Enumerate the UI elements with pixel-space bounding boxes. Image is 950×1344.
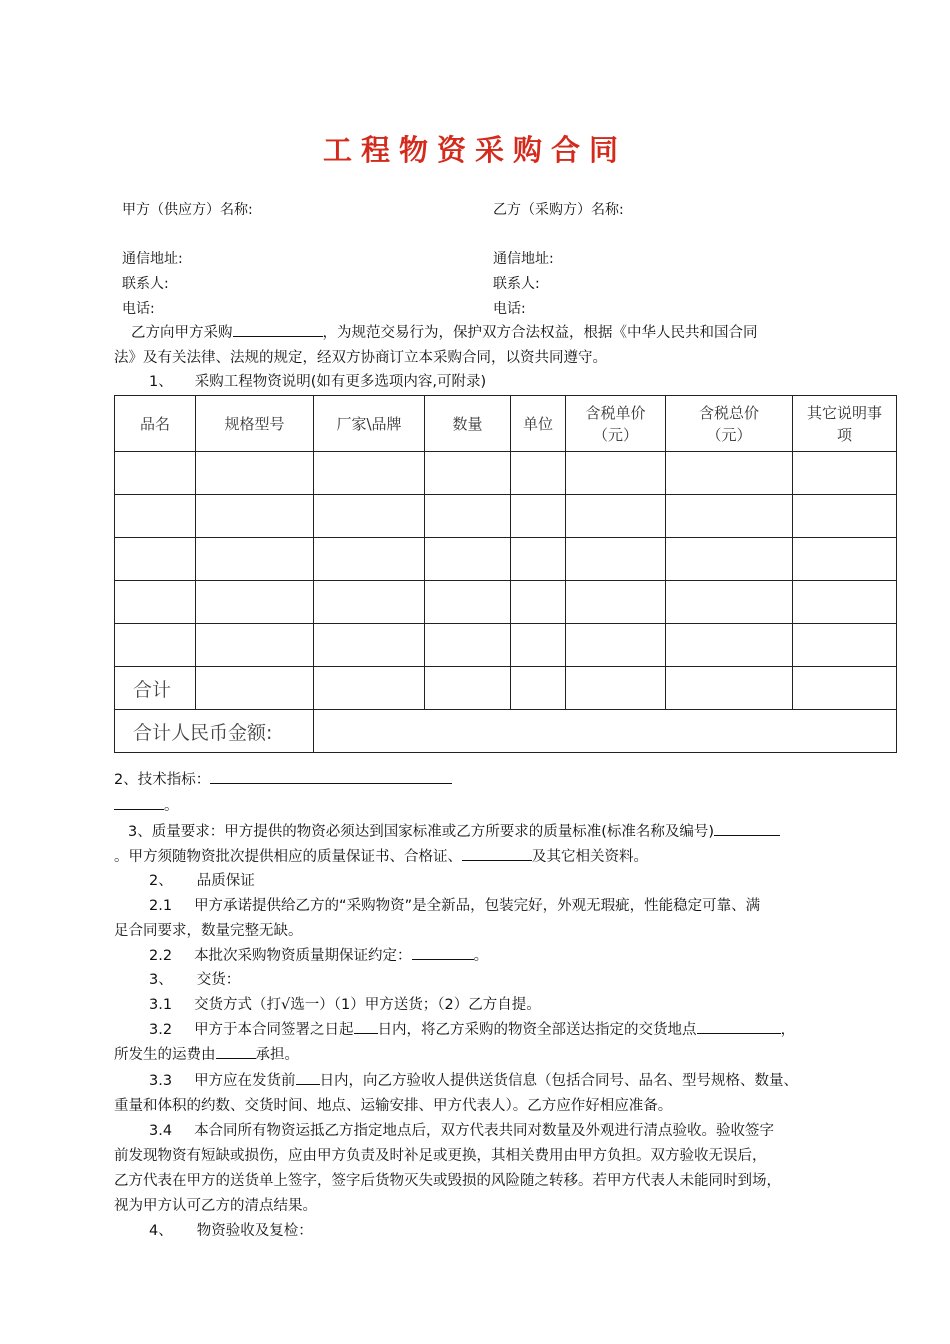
table-cell[interactable]: [115, 581, 196, 624]
table-cell[interactable]: [425, 667, 511, 710]
party-b-contact-label: 联系人:: [493, 276, 540, 292]
notice-days-blank: [296, 1070, 320, 1085]
table-cell[interactable]: [425, 452, 511, 495]
warranty-number: 2、: [149, 873, 173, 889]
subtotal-row: [115, 667, 897, 710]
delivery-3-3-line-2: 重量和体积的约数、交货时间、地点、运输安排、甲方代表人）。乙方应作好相应准备。: [114, 1098, 673, 1114]
warranty-2-1-line-2: 足合同要求，数量完整无缺。: [114, 923, 303, 939]
delivery-3-4-line-4: 视为甲方认可乙方的清点结果。: [114, 1198, 317, 1214]
party-b-address-label: 通信地址:: [493, 251, 554, 267]
header-cell-total-price: [666, 396, 793, 452]
rmb-total-value-cell[interactable]: [314, 710, 897, 753]
table-cell[interactable]: [511, 495, 566, 538]
quality-text-2b: 及其它相关资料。: [532, 849, 648, 865]
tech-spec-line-2: [114, 794, 179, 819]
table-cell[interactable]: [314, 452, 425, 495]
table-row: [115, 624, 897, 667]
table-row: [115, 581, 897, 624]
tech-spec-blank: [210, 769, 452, 784]
table-cell[interactable]: [196, 452, 314, 495]
delivery-3-3-line-1: [149, 1069, 798, 1094]
table-cell[interactable]: [566, 538, 666, 581]
notes-line-2: 项: [836, 425, 852, 444]
table-row: [115, 538, 897, 581]
quality-line-2: [114, 845, 648, 870]
header-cell-unit-price: [566, 396, 666, 452]
delivery-heading: [149, 968, 240, 993]
purchase-item-blank: [233, 322, 323, 337]
table-cell[interactable]: [511, 624, 566, 667]
table-cell[interactable]: [425, 624, 511, 667]
delivery-3-2-text-b: 日内，将乙方采购的物资全部送达指定的交货地点: [377, 1022, 697, 1038]
table-cell[interactable]: [666, 495, 793, 538]
table-cell[interactable]: [115, 495, 196, 538]
party-a-name-label: 甲方（供应方）名称:: [122, 202, 253, 218]
standard-blank: [714, 821, 780, 836]
table-cell[interactable]: [666, 538, 793, 581]
header-cell-spec: 规格型号: [196, 396, 314, 452]
header-cell-quantity: 数量: [425, 396, 511, 452]
party-b-name-label: 乙方（采购方）名称:: [493, 202, 624, 218]
table-cell[interactable]: [566, 581, 666, 624]
delivery-3-1-text: 交货方式（打√选一）（1）甲方送货；（2）乙方自提。: [194, 997, 541, 1013]
quality-text-1: 3、质量要求：甲方提供的物资必须达到国家标准或乙方所要求的质量标准(标准名称及编号): [128, 824, 715, 840]
table-cell[interactable]: [511, 452, 566, 495]
table-cell[interactable]: [666, 667, 793, 710]
table-cell[interactable]: [425, 495, 511, 538]
unit-price-line-2: （元）: [592, 425, 638, 444]
table-cell[interactable]: [425, 581, 511, 624]
certificate-blank: [462, 846, 532, 861]
party-a-contact-label: 联系人:: [122, 276, 169, 292]
table-cell[interactable]: [314, 495, 425, 538]
table-cell[interactable]: [196, 581, 314, 624]
table-cell[interactable]: [511, 667, 566, 710]
table-cell[interactable]: [115, 538, 196, 581]
subtotal-label: 合计: [115, 667, 196, 710]
total-price-line-2: （元）: [706, 425, 752, 444]
warranty-2-1-text: 甲方承诺提供给乙方的“采购物资”是全新品，包装完好，外观无瑕疵，性能稳定可靠、满: [194, 898, 761, 914]
rmb-total-row: [115, 710, 897, 753]
section-1-number: 1、: [149, 374, 173, 390]
total-price-line-1: 含税总价: [698, 403, 759, 422]
delivery-3-2-line2-a: 所发生的运费由: [114, 1047, 216, 1063]
section-1-heading: [149, 370, 486, 395]
table-cell[interactable]: [566, 495, 666, 538]
table-cell[interactable]: [666, 624, 793, 667]
warranty-2-1-line-1: [149, 894, 760, 919]
table-cell[interactable]: [793, 667, 897, 710]
warranty-2-2-number: 2.2: [149, 948, 173, 964]
delivery-3-2-number: 3.2: [149, 1022, 173, 1038]
table-cell[interactable]: [566, 667, 666, 710]
table-cell[interactable]: [314, 581, 425, 624]
table-cell[interactable]: [314, 667, 425, 710]
delivery-3-3-text-a: 甲方应在发货前: [194, 1073, 296, 1089]
table-cell[interactable]: [666, 452, 793, 495]
goods-table: [114, 395, 897, 753]
delivery-3-3-text-b: 日内，向乙方验收人提供送货信息（包括合同号、品名、型号规格、数量、: [319, 1073, 799, 1089]
tech-spec-end: 。: [164, 798, 179, 814]
delivery-3-4-line-2: 前发现物资有短缺或损伤，应由甲方负责及时补足或更换，其相关费用由甲方负担。双方验收无误后，: [114, 1148, 767, 1164]
warranty-2-2-end: 。: [473, 948, 489, 964]
table-cell[interactable]: [793, 538, 897, 581]
table-cell[interactable]: [196, 538, 314, 581]
delivery-3-1-line: [149, 993, 541, 1018]
table-cell[interactable]: [511, 538, 566, 581]
table-cell[interactable]: [511, 581, 566, 624]
delivery-3-2-line2-b: 承担。: [255, 1047, 299, 1063]
table-cell[interactable]: [666, 581, 793, 624]
delivery-3-2-line-2: [114, 1043, 299, 1068]
delivery-location-blank: [697, 1019, 781, 1034]
delivery-3-2-text-c: ，: [780, 1022, 796, 1038]
delivery-days-blank: [354, 1019, 378, 1034]
quality-text-2a: 。甲方须随物资批次提供相应的质量保证书、合格证、: [114, 849, 462, 865]
delivery-3-1-number: 3.1: [149, 997, 173, 1013]
table-header-row: [115, 396, 897, 452]
warranty-2-1-number: 2.1: [149, 898, 173, 914]
table-cell[interactable]: [793, 452, 897, 495]
notes-line-1: 其它说明事: [806, 403, 882, 422]
delivery-3-2-text-a: 甲方于本合同签署之日起: [194, 1022, 354, 1038]
header-cell-notes: [793, 396, 897, 452]
warranty-title: 品质保证: [196, 873, 255, 889]
table-row: [115, 495, 897, 538]
table-cell[interactable]: [793, 624, 897, 667]
header-cell-brand: 厂家\品牌: [314, 396, 425, 452]
intro-text-b: ，为规范交易行为，保护双方合法权益，根据《中华人民共和国合同: [322, 325, 758, 341]
inspection-heading: [149, 1219, 313, 1244]
warranty-period-blank: [412, 945, 474, 960]
tech-spec-label: 2、技术指标：: [114, 772, 211, 788]
warranty-heading: [149, 869, 255, 894]
party-b-phone-label: 电话:: [493, 301, 526, 317]
party-a-phone-label: 电话:: [122, 301, 155, 317]
table-cell[interactable]: [115, 624, 196, 667]
unit-price-line-1: 含税单价: [585, 403, 646, 422]
intro-text-a: 乙方向甲方采购: [131, 325, 233, 341]
warranty-2-2-line: [149, 944, 488, 969]
warranty-2-2-text: 本批次采购物资质量期保证约定：: [194, 948, 412, 964]
table-cell[interactable]: [425, 538, 511, 581]
intro-line-2: 法》及有关法律、法规的规定，经双方协商订立本采购合同，以资共同遵守。: [114, 350, 607, 366]
rmb-total-label: 合计人民币金额:: [115, 710, 314, 753]
delivery-3-4-line-3: 乙方代表在甲方的送货单上签字，签字后货物灭失或毁损的风险随之转移。若甲方代表人未能同时到场，: [114, 1173, 781, 1189]
contract-title: 工程物资采购合同: [322, 133, 627, 167]
tech-spec-blank-2: [114, 795, 164, 810]
table-cell[interactable]: [314, 624, 425, 667]
delivery-3-4-text-1: 本合同所有物资运抵乙方指定地点后，双方代表共同对数量及外观进行清点验收。验收签字: [194, 1123, 775, 1139]
table-cell[interactable]: [196, 624, 314, 667]
table-cell[interactable]: [314, 538, 425, 581]
freight-payer-blank: [216, 1044, 256, 1059]
delivery-3-2-line-1: [149, 1018, 795, 1043]
delivery-number: 3、: [149, 972, 173, 988]
table-cell[interactable]: [566, 452, 666, 495]
table-cell[interactable]: [196, 667, 314, 710]
table-cell[interactable]: [566, 624, 666, 667]
table-cell[interactable]: [793, 581, 897, 624]
table-cell[interactable]: [793, 495, 897, 538]
header-cell-name: 品名: [115, 396, 196, 452]
table-row: [115, 452, 897, 495]
quality-line-1: [128, 820, 780, 845]
inspection-number: 4、: [149, 1223, 173, 1239]
section-1-text: 采购工程物资说明(如有更多选项内容,可附录): [194, 374, 487, 390]
delivery-3-4-number: 3.4: [149, 1123, 173, 1139]
intro-line-1: [131, 321, 758, 346]
table-cell[interactable]: [115, 452, 196, 495]
delivery-3-3-number: 3.3: [149, 1073, 173, 1089]
tech-spec-line: [114, 768, 452, 793]
delivery-3-4-line-1: [149, 1119, 774, 1144]
header-cell-unit: 单位: [511, 396, 566, 452]
inspection-title: 物资验收及复检：: [196, 1223, 313, 1239]
party-a-address-label: 通信地址:: [122, 251, 183, 267]
delivery-title: 交货：: [196, 972, 241, 988]
table-cell[interactable]: [196, 495, 314, 538]
